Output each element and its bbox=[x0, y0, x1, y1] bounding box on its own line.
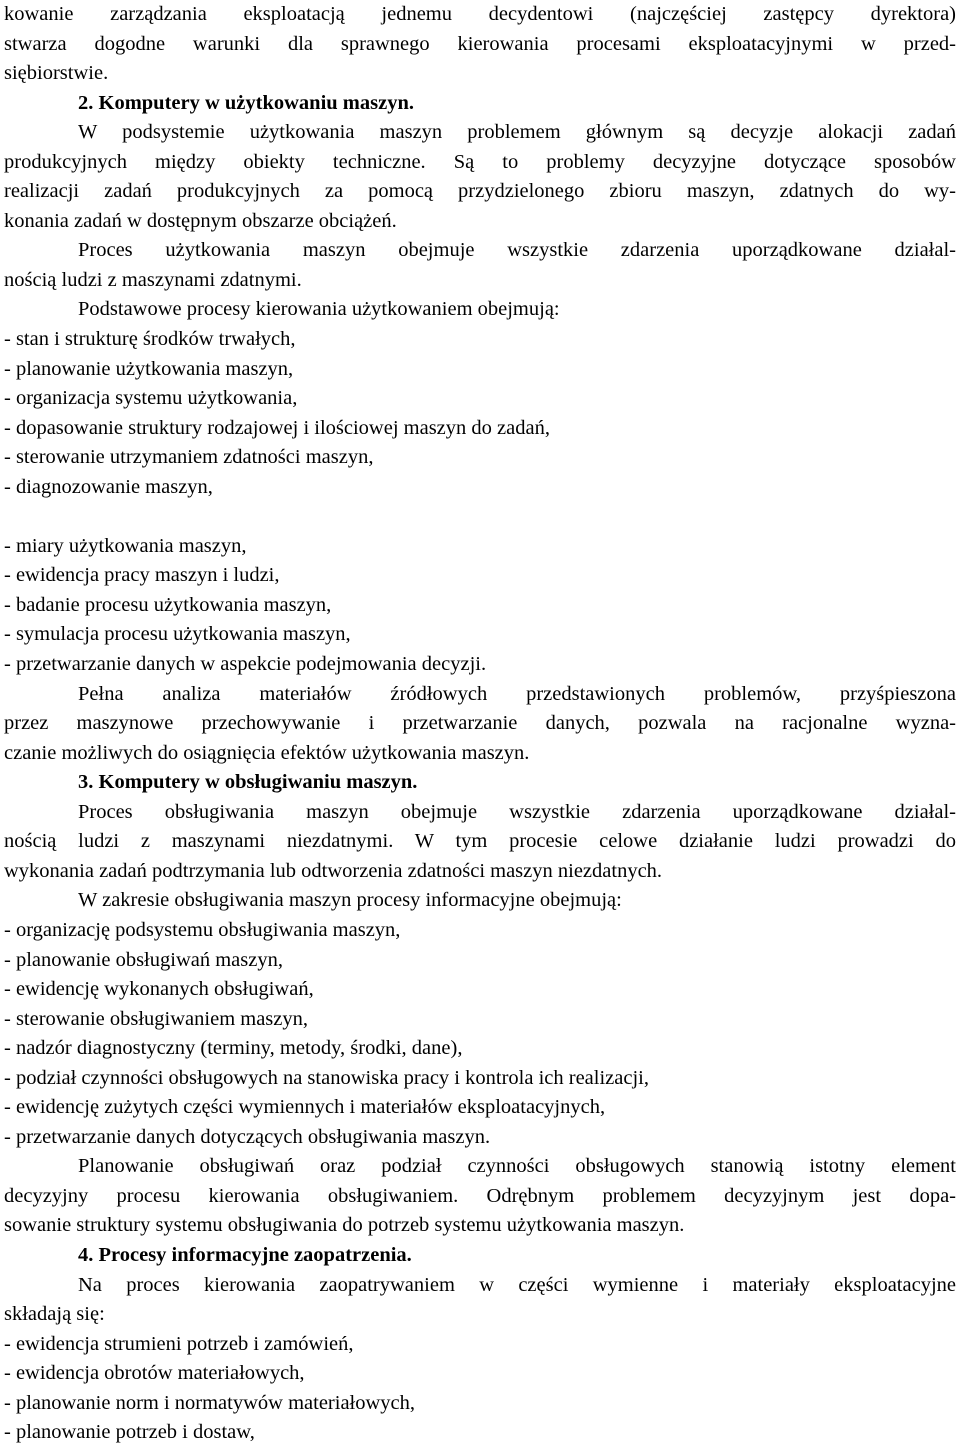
list-item: - planowanie potrzeb i dostaw, bbox=[4, 1421, 255, 1444]
list-item: - organizację podsystemu obsługiwania maszyn, bbox=[4, 918, 401, 941]
section-heading: 4. Procesy informacyjne zaopatrzenia. bbox=[78, 1243, 412, 1266]
intro-line: siębiorstwie. bbox=[4, 62, 109, 85]
paragraph-line: produkcyjnych między obiekty techniczne. Są to problemy decyzyjne dotyczące sposobów bbox=[4, 150, 956, 173]
section-heading: 3. Komputery w obsługiwaniu maszyn. bbox=[78, 771, 418, 794]
paragraph-line: przez maszynowe przechowywanie i przetwarzanie danych, pozwala na racjonalne wyzna- bbox=[4, 712, 956, 735]
paragraph-line: konania zadań w dostępnym obszarze obciążeń. bbox=[4, 209, 397, 232]
list-item: - ewidencja obrotów materiałowych, bbox=[4, 1362, 305, 1385]
list-item: - miary użytkowania maszyn, bbox=[4, 534, 247, 557]
list-item: - organizacja systemu użytkowania, bbox=[4, 387, 298, 410]
blank-line bbox=[4, 502, 956, 532]
section-heading: 2. Komputery w użytkowaniu maszyn. bbox=[78, 91, 414, 114]
list-item: - przetwarzanie danych w aspekcie podejmowania decyzji. bbox=[4, 653, 487, 676]
paragraph-line: nością ludzi z maszynami zdatnymi. bbox=[4, 268, 302, 291]
paragraph-line: Pełna analiza materiałów źródłowych przedstawionych problemów, przyśpieszona bbox=[78, 682, 956, 705]
paragraph-line: Planowanie obsługiwań oraz podział czynności obsługowych stanowią istotny element bbox=[78, 1155, 956, 1178]
list-item: - planowanie obsługiwań maszyn, bbox=[4, 948, 283, 971]
list-item: - sterowanie obsługiwaniem maszyn, bbox=[4, 1007, 309, 1030]
paragraph-line: decyzyjny procesu kierowania obsługiwaniem. Odrębnym problemem decyzyjnym jest dopa- bbox=[4, 1184, 956, 1207]
list-item: - symulacja procesu użytkowania maszyn, bbox=[4, 623, 351, 646]
intro-line: stwarza dogodne warunki dla sprawnego kierowania procesami eksploatacyjnymi w przed- bbox=[4, 32, 956, 55]
list-item: - nadzór diagnostyczny (terminy, metody, środki, dane), bbox=[4, 1037, 463, 1060]
list-item: - planowanie norm i normatywów materiałowych, bbox=[4, 1391, 416, 1414]
paragraph-line: składają się: bbox=[4, 1303, 105, 1326]
list-item: - ewidencję wykonanych obsługiwań, bbox=[4, 978, 314, 1001]
list-item: - sterowanie utrzymaniem zdatności maszyn, bbox=[4, 446, 374, 469]
paragraph-line: Proces użytkowania maszyn obejmuje wszystkie zdarzenia uporządkowane działal- bbox=[78, 239, 956, 262]
paragraph-line: nością ludzi z maszynami niezdatnymi. W tym procesie celowe działanie ludzi prowadzi do bbox=[4, 830, 956, 853]
paragraph-line: realizacji zadań produkcyjnych za pomocą przydzielonego zbioru maszyn, zdatnych do wy- bbox=[4, 180, 956, 203]
list-item: - ewidencja pracy maszyn i ludzi, bbox=[4, 564, 280, 587]
list-item: - planowanie użytkowania maszyn, bbox=[4, 357, 294, 380]
paragraph-line: Proces obsługiwania maszyn obejmuje wszystkie zdarzenia uporządkowane działal- bbox=[78, 800, 956, 823]
paragraph-line: Na proces kierowania zaopatrywaniem w części wymienne i materiały eksploatacyjne bbox=[78, 1273, 956, 1296]
list-intro: Podstawowe procesy kierowania użytkowaniem obejmują: bbox=[78, 298, 560, 321]
paragraph-line: czanie możliwych do osiągnięcia efektów użytkowania maszyn. bbox=[4, 741, 530, 764]
intro-line: kowanie zarządzania eksploatacją jednemu decydentowi (najczęściej zastępcy dyrektora) bbox=[4, 3, 956, 25]
list-item: - badanie procesu użytkowania maszyn, bbox=[4, 593, 332, 616]
paragraph-line: W podsystemie użytkowania maszyn problemem głównym są decyzje alokacji zadań bbox=[78, 121, 956, 144]
list-item: - podział czynności obsługowych na stanowiska pracy i kontrola ich realizacji, bbox=[4, 1066, 649, 1089]
paragraph-line: wykonania zadań podtrzymania lub odtworzenia zdatności maszyn niezdatnych. bbox=[4, 859, 663, 882]
list-item: - dopasowanie struktury rodzajowej i ilościowej maszyn do zadań, bbox=[4, 416, 550, 439]
list-item: - przetwarzanie danych dotyczących obsługiwania maszyn. bbox=[4, 1125, 491, 1148]
paragraph-line: sowanie struktury systemu obsługiwania do potrzeb systemu użytkowania maszyn. bbox=[4, 1214, 685, 1237]
list-item: - ewidencja strumieni potrzeb i zamówień, bbox=[4, 1332, 354, 1355]
list-item: - ewidencję zużytych części wymiennych i materiałów eksploatacyjnych, bbox=[4, 1096, 606, 1119]
list-intro: W zakresie obsługiwania maszyn procesy informacyjne obejmują: bbox=[78, 889, 622, 912]
list-item: - diagnozowanie maszyn, bbox=[4, 475, 213, 498]
list-item: - stan i strukturę środków trwałych, bbox=[4, 328, 296, 351]
